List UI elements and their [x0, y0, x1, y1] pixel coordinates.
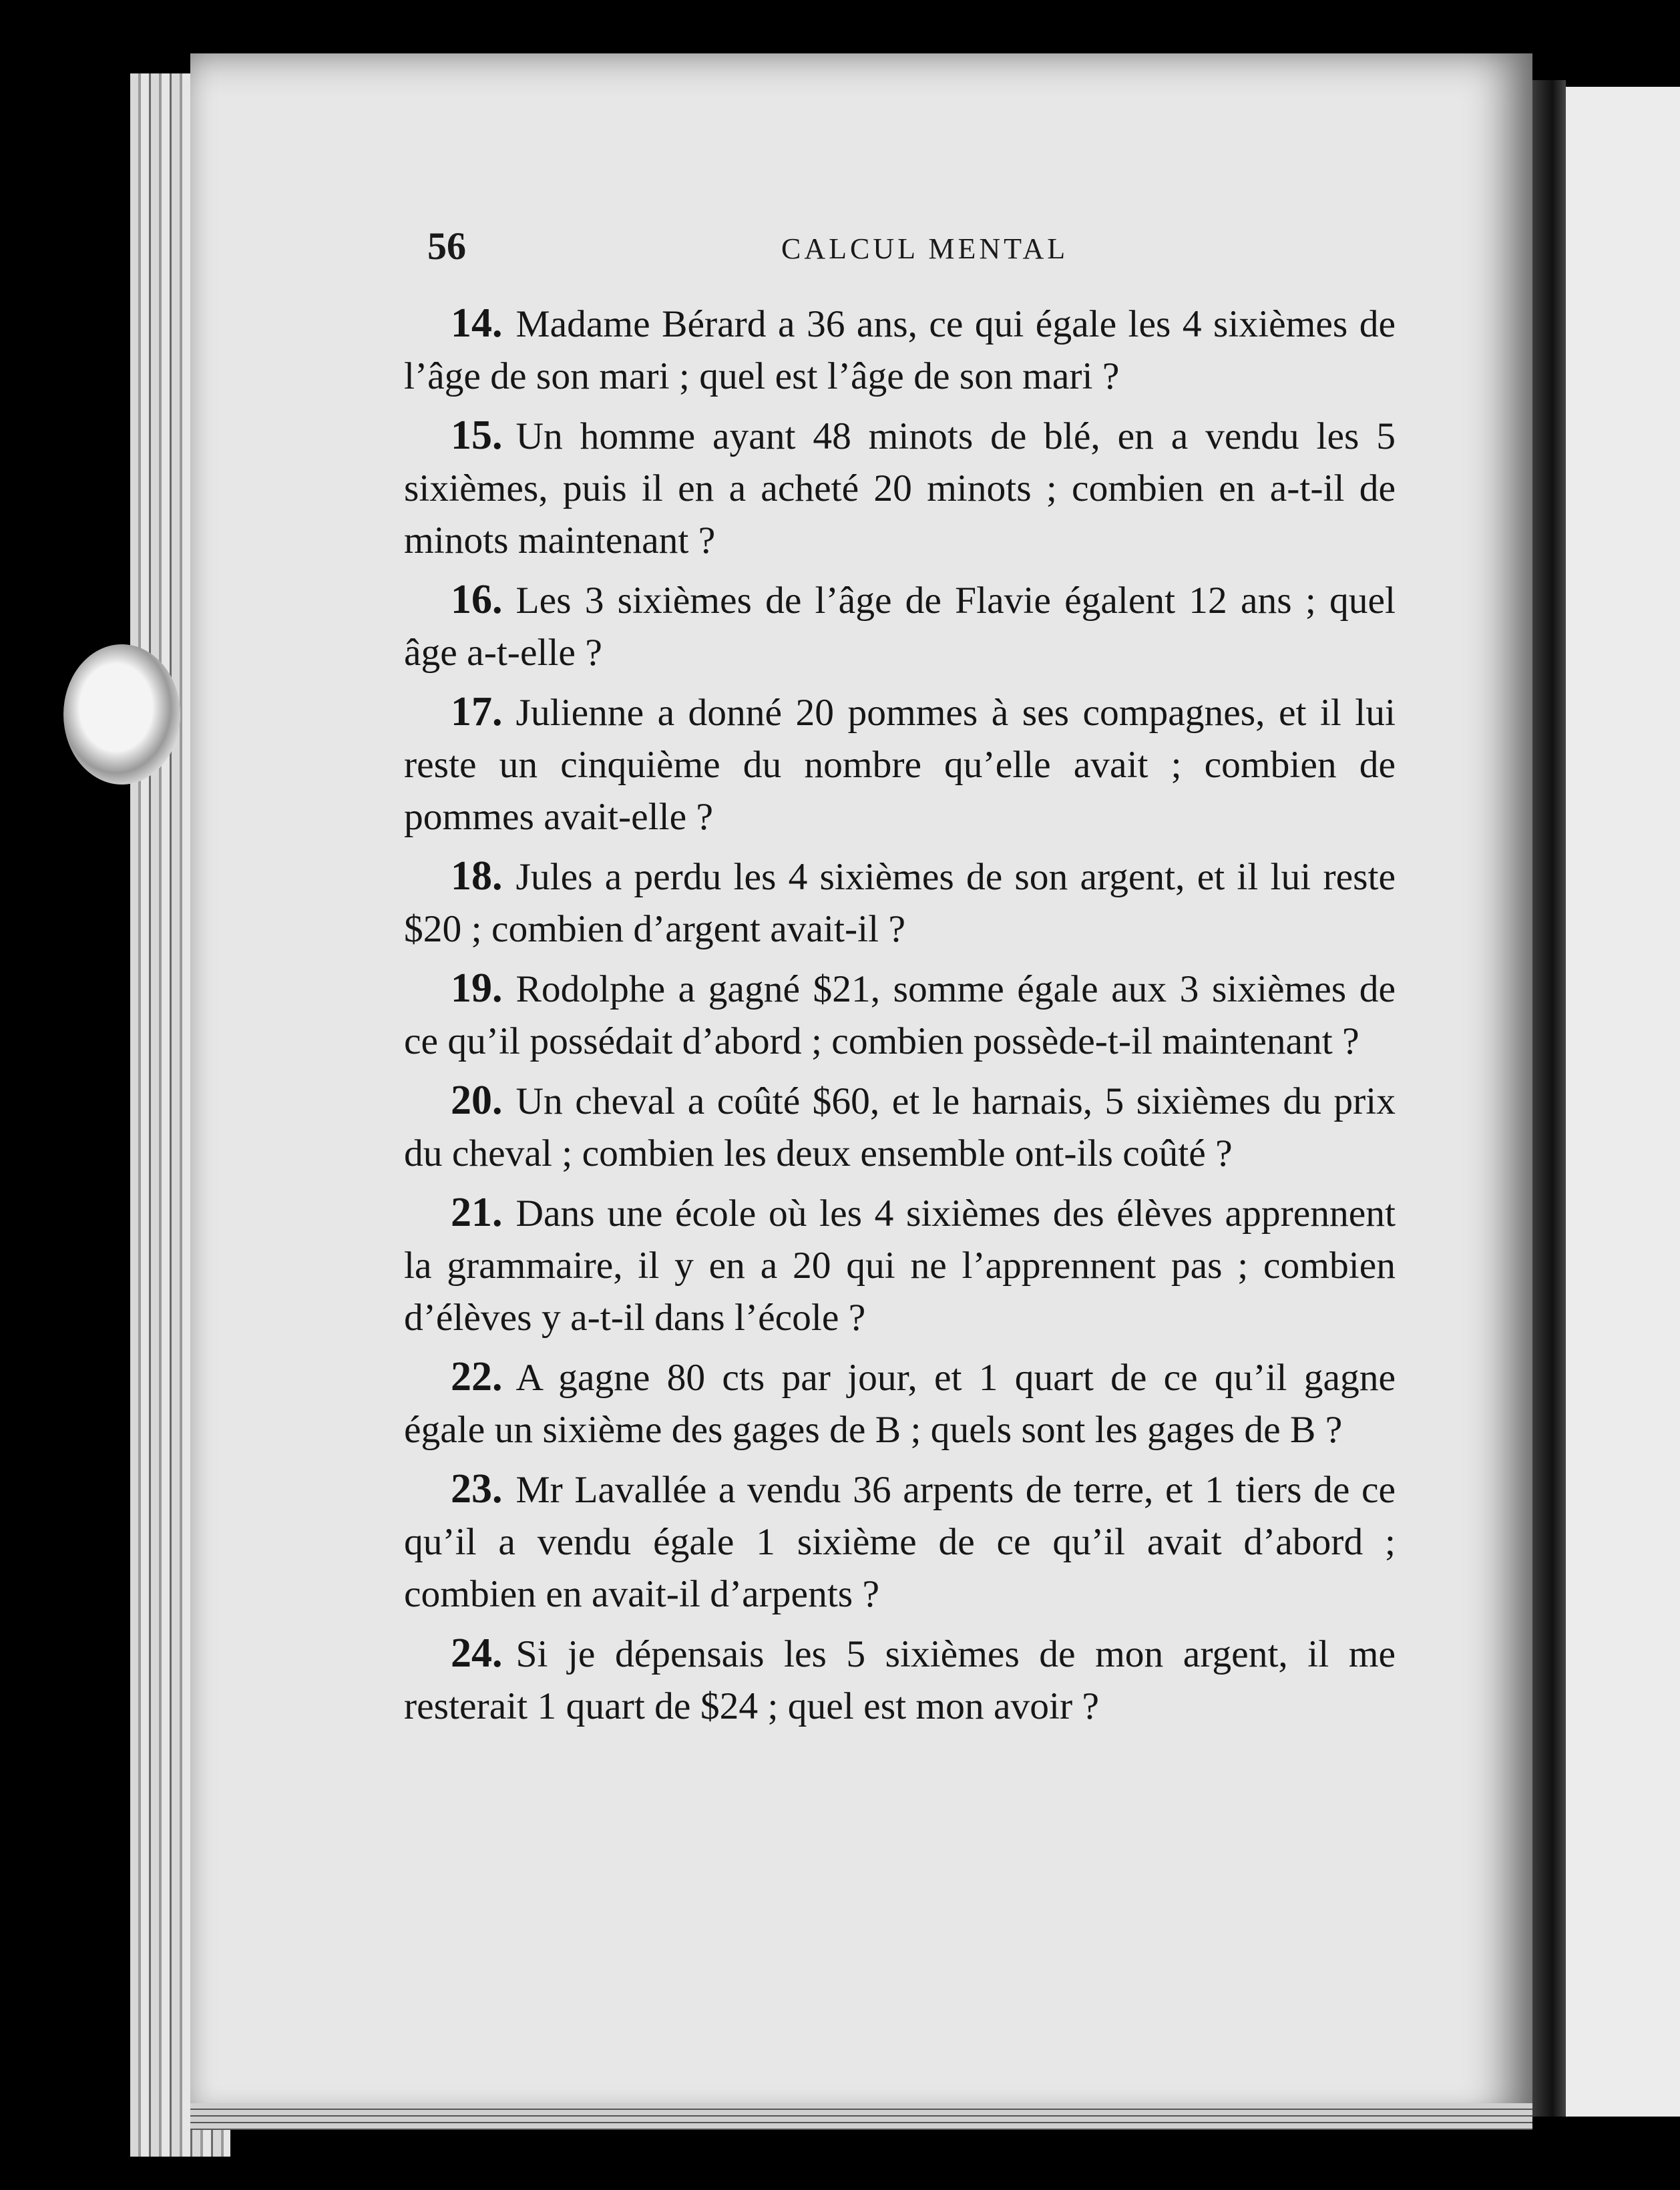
- problem-text: Rodolphe a gagné $21, somme égale aux 3 sixièmes de ce qu’il possédait d’abord ; combien possède-t-il maintenant ?: [404, 968, 1396, 1062]
- problem-text: Un cheval a coûté $60, et le harnais, 5 sixièmes du prix du cheval ; combien les deux ensemble ont-ils coûté ?: [404, 1080, 1396, 1174]
- problem-item: [404, 1186, 1396, 1344]
- problem-item: [404, 574, 1396, 679]
- running-title: CALCUL MENTAL: [781, 232, 1069, 265]
- problem-number: 19.: [451, 965, 503, 1011]
- problem-number: 22.: [451, 1354, 503, 1399]
- problem-text: Julienne a donné 20 pommes à ses compagnes, et il lui reste un cinquième du nombre qu’elle avait ; combien de pommes avait-elle ?: [404, 692, 1396, 838]
- paper-stain: [63, 644, 180, 785]
- problem-number: 15.: [451, 413, 503, 458]
- problem-text: Jules a perdu les 4 sixièmes de son argent, et il lui reste $20 ; combien d’argent avait-il ?: [404, 856, 1396, 950]
- problem-number: 20.: [451, 1078, 503, 1123]
- problem-number: 18.: [451, 853, 503, 899]
- problem-item: [404, 962, 1396, 1068]
- page-header: [427, 224, 1396, 277]
- problem-item: [404, 297, 1396, 403]
- facing-page: [1566, 87, 1680, 2117]
- problem-text: A gagne 80 cts par jour, et 1 quart de ce qu’il gagne égale un sixième des gages de B ; quels sont les gages de B ?: [404, 1357, 1396, 1451]
- problem-item: [404, 1351, 1396, 1456]
- problem-item: [404, 1463, 1396, 1620]
- problem-number: 14.: [451, 300, 503, 346]
- problem-number: 23.: [451, 1466, 503, 1512]
- problem-item: [404, 686, 1396, 843]
- problem-item: [404, 409, 1396, 567]
- page-number: 56: [427, 224, 466, 268]
- problem-list: [404, 297, 1396, 1739]
- problem-number: 17.: [451, 689, 503, 734]
- book-bottom-edge: [190, 2103, 1532, 2130]
- problem-item: [404, 1074, 1396, 1180]
- problem-text: Mr Lavallée a vendu 36 arpents de terre, et 1 tiers de ce qu’il a vendu égale 1 sixième de ce qu’il avait d’abord ; combien en avait-il d’arpents ?: [404, 1469, 1396, 1615]
- problem-text: Madame Bérard a 36 ans, ce qui égale les 4 sixièmes de l’âge de son mari ; quel est l’âge de son mari ?: [404, 303, 1396, 397]
- problem-number: 16.: [451, 577, 503, 622]
- problem-number: 24.: [451, 1630, 503, 1676]
- problem-text: Les 3 sixièmes de l’âge de Flavie égalent 12 ans ; quel âge a-t-elle ?: [404, 580, 1396, 674]
- problem-item: [404, 850, 1396, 955]
- problem-text: Dans une école où les 4 sixièmes des élèves apprennent la grammaire, il y en a 20 qui ne l’apprennent pas ; combien d’élèves y a-t-il dans l’école ?: [404, 1192, 1396, 1339]
- problem-text: Si je dépensais les 5 sixièmes de mon argent, il me resterait 1 quart de $24 ; quel est mon avoir ?: [404, 1633, 1396, 1727]
- book-gutter: [1532, 80, 1566, 2117]
- problem-number: 21.: [451, 1190, 503, 1235]
- problem-text: Un homme ayant 48 minots de blé, en a vendu les 5 sixièmes, puis il en a acheté 20 minots ; combien en a-t-il de minots maintenant ?: [404, 415, 1396, 562]
- problem-item: [404, 1627, 1396, 1733]
